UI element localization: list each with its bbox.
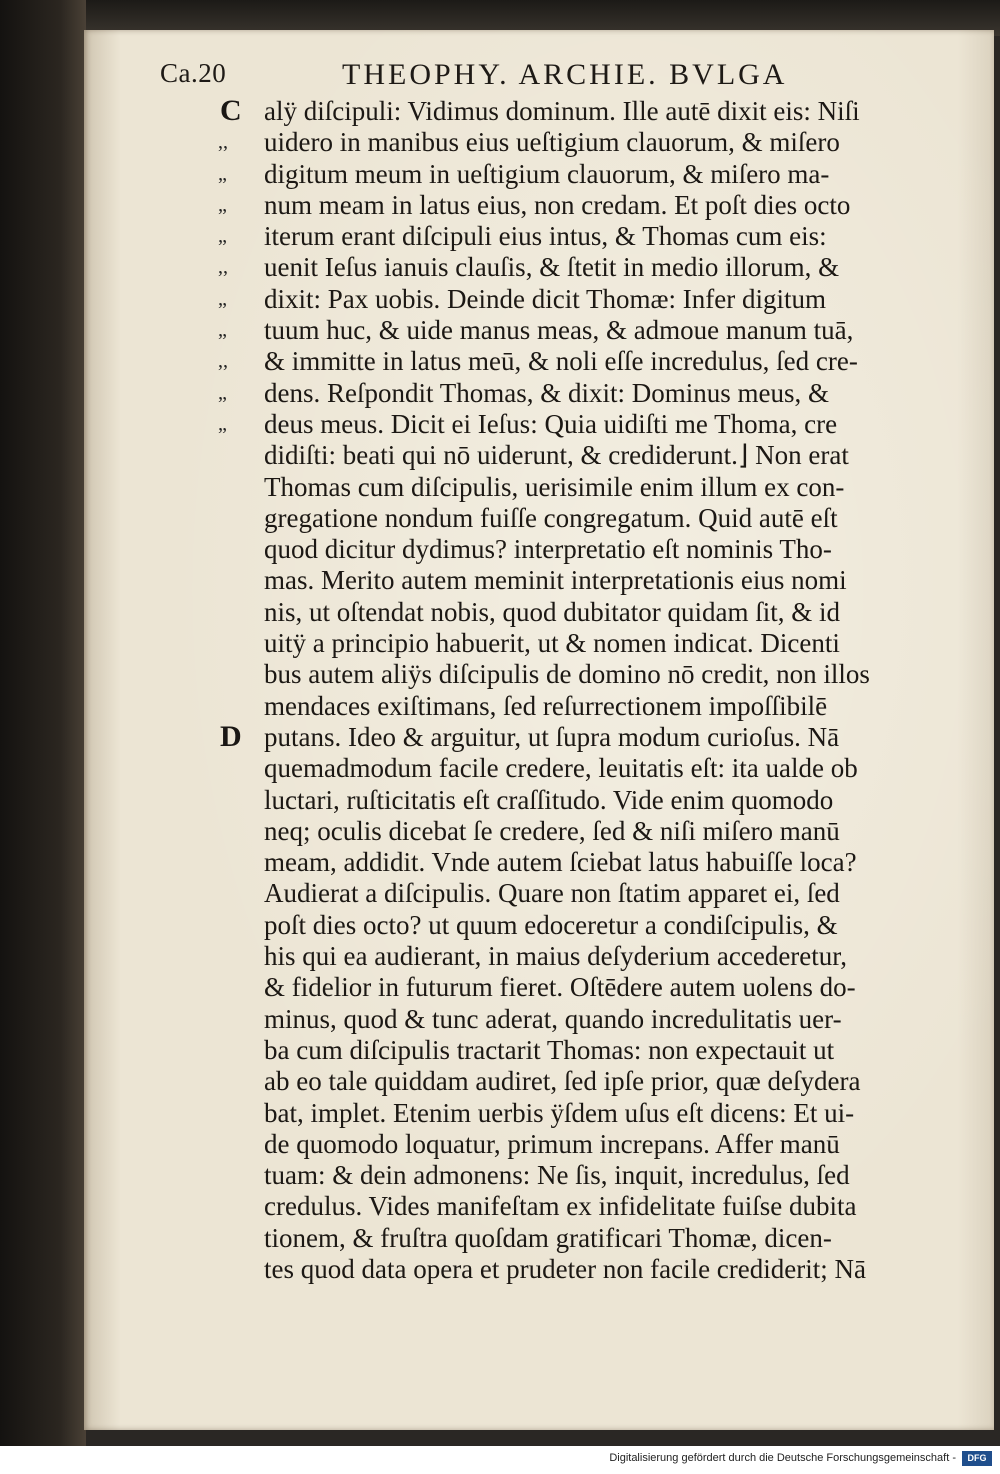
line-text: dens. Reſpondit Thomas, & dixit: Dominus meus, &: [264, 377, 829, 408]
dfg-logo: DFG: [962, 1451, 992, 1466]
line-text: quemadmodum facile credere, leuitatis eſt: ita ualde ob: [264, 753, 858, 784]
line-text: putans. Ideo & arguitur, ut ſupra modum curioſus. Nā: [264, 721, 840, 752]
line-text: tionem, & fruſtra quoſdam gratificari Thomæ, dicen-: [264, 1222, 832, 1253]
text-line: [170, 96, 970, 127]
line-text: deus meus. Dicit ei Ieſus: Quia uidiſti me Thoma, cre: [264, 408, 838, 439]
quotation-marker: „: [218, 319, 227, 342]
line-text: meam, addidit. Vnde autem ſciebat latus habuiſſe loca?: [264, 847, 857, 878]
line-text: num meam in latus eius, non credam. Et poſt dies octo: [264, 189, 851, 220]
page-header: [160, 58, 880, 98]
text-line: [170, 1223, 970, 1254]
line-text: tes quod data opera et prudeter non facile crediderit; Nā: [264, 1253, 866, 1284]
text-line: [170, 503, 970, 534]
text-line: [170, 315, 970, 346]
text-line: [170, 878, 970, 909]
line-text: luctari, ruſticitatis eſt craſſitudo. Vide enim quomodo: [264, 784, 834, 815]
quotation-marker: „: [218, 412, 227, 435]
text-line: [170, 691, 970, 722]
line-text: Thomas cum diſcipulis, uerisimile enim illum ex con-: [264, 471, 845, 502]
quotation-marker: „: [218, 162, 227, 185]
text-line: [170, 910, 970, 941]
line-text: ba cum diſcipulis tractarit Thomas: non expectauit ut: [264, 1034, 835, 1065]
footer-bar: [0, 1446, 1000, 1474]
text-line: [170, 1066, 970, 1097]
text-line: [170, 534, 970, 565]
text-line: [170, 252, 970, 283]
funding-credit: Digitalisierung gefördert durch die Deutsche Forschungsgemeinschaft -: [609, 1452, 956, 1464]
section-letter-marker: D: [220, 719, 242, 753]
text-line: [170, 847, 970, 878]
quotation-marker: ,,: [218, 256, 228, 279]
line-text: minus, quod & tunc aderat, quando incredulitatis uer-: [264, 1003, 842, 1034]
text-line: [170, 284, 970, 315]
text-line: [170, 190, 970, 221]
text-line: [170, 409, 970, 440]
text-line: [170, 221, 970, 252]
line-text: poſt dies octo? ut quum edoceretur a condiſcipulis, &: [264, 909, 838, 940]
text-line: [170, 1098, 970, 1129]
text-line: [170, 972, 970, 1003]
text-line: [170, 1191, 970, 1222]
section-letter-marker: C: [220, 94, 242, 127]
text-line: [170, 565, 970, 596]
text-line: [170, 159, 970, 190]
line-text: de quomodo loquatur, primum increpans. Affer manū: [264, 1128, 840, 1159]
text-line: [170, 785, 970, 816]
line-text: ab eo tale quiddam audiret, ſed ipſe prior, quæ deſydera: [264, 1066, 861, 1097]
line-text: mas. Merito autem meminit interpretationis eius nomi: [264, 565, 847, 596]
text-line: [170, 659, 970, 690]
line-text: digitum meum in ueſtigium clauorum, & miſero ma-: [264, 158, 830, 189]
line-text: credulus. Vides manifeſtam ex infidelitate fuiſse dubita: [264, 1191, 857, 1222]
line-text: bat, implet. Etenim uerbis ÿſdem uſus eſt dicens: Et ui-: [264, 1097, 855, 1128]
text-line: [170, 378, 970, 409]
text-block: [170, 96, 970, 1285]
text-line: [170, 1035, 970, 1066]
text-line: [170, 1160, 970, 1191]
text-line: [170, 628, 970, 659]
line-text: uidero in manibus eius ueſtigium clauorum, & miſero: [264, 127, 840, 158]
running-title: THEOPHY. ARCHIE. BVLGA: [342, 58, 788, 91]
line-text: & fidelior in futurum fieret. Oſtēdere autem uolens do-: [264, 972, 856, 1003]
line-text: & immitte in latus meū, & noli eſſe incredulus, ſed cre-: [264, 346, 858, 377]
text-line: [170, 1004, 970, 1035]
quotation-marker: ,,: [218, 131, 228, 154]
quotation-marker: „: [218, 193, 227, 216]
quotation-marker: „: [218, 381, 227, 404]
text-line: [170, 346, 970, 377]
line-text: alÿ diſcipuli: Vidimus dominum. Ille autē dixit eis: Niſi: [264, 96, 860, 126]
quotation-marker: „: [218, 287, 227, 310]
text-line: [170, 1254, 970, 1285]
line-text: neq; oculis dicebat ſe credere, ſed & niſi miſero manū: [264, 815, 840, 846]
scan-binding-edge: [0, 0, 86, 1474]
quotation-marker: „: [218, 225, 227, 248]
line-text: tuam: & dein admonens: Ne ſis, inquit, incredulus, ſed: [264, 1160, 850, 1191]
text-line: [170, 472, 970, 503]
line-text: iterum erant diſcipuli eius intus, & Thomas cum eis:: [264, 221, 827, 252]
line-text: didiſti: beati qui nō uiderunt, & crediderunt.⌋ Non erat: [264, 440, 849, 471]
chapter-folio: Ca.20: [160, 58, 227, 88]
line-text: Audierat a diſcipulis. Quare non ſtatim apparet ei, ſed: [264, 878, 840, 909]
text-line: [170, 127, 970, 158]
line-text: mendaces exiſtimans, ſed reſurrectionem impoſſibilē: [264, 690, 828, 721]
line-text: his qui ea audierant, in maius deſyderium accederetur,: [264, 941, 847, 972]
text-line: [170, 753, 970, 784]
text-line: [170, 1129, 970, 1160]
text-line: [170, 941, 970, 972]
line-text: gregatione nondum fuiſſe congregatum. Quid autē eſt: [264, 502, 838, 533]
line-text: uitÿ a principio habuerit, ut & nomen indicat. Dicenti: [264, 628, 840, 659]
line-text: nis, ut oſtendat nobis, quod dubitator quidam ſit, & id: [264, 596, 840, 627]
text-line: [170, 440, 970, 471]
text-line: [170, 597, 970, 628]
line-text: quod dicitur dydimus? interpretatio eſt nominis Tho-: [264, 534, 832, 565]
text-line: [170, 719, 970, 753]
line-text: tuum huc, & uide manus meas, & admoue manum tuā,: [264, 315, 854, 346]
quotation-marker: ,,: [218, 350, 228, 373]
line-text: uenit Ieſus ianuis clauſis, & ſtetit in medio illorum, &: [264, 252, 840, 283]
line-text: bus autem aliÿs diſcipulis de domino nō credit, non illos: [264, 659, 870, 690]
text-line: [170, 816, 970, 847]
line-text: dixit: Pax uobis. Deinde dicit Thomæ: Infer digitum: [264, 283, 826, 314]
